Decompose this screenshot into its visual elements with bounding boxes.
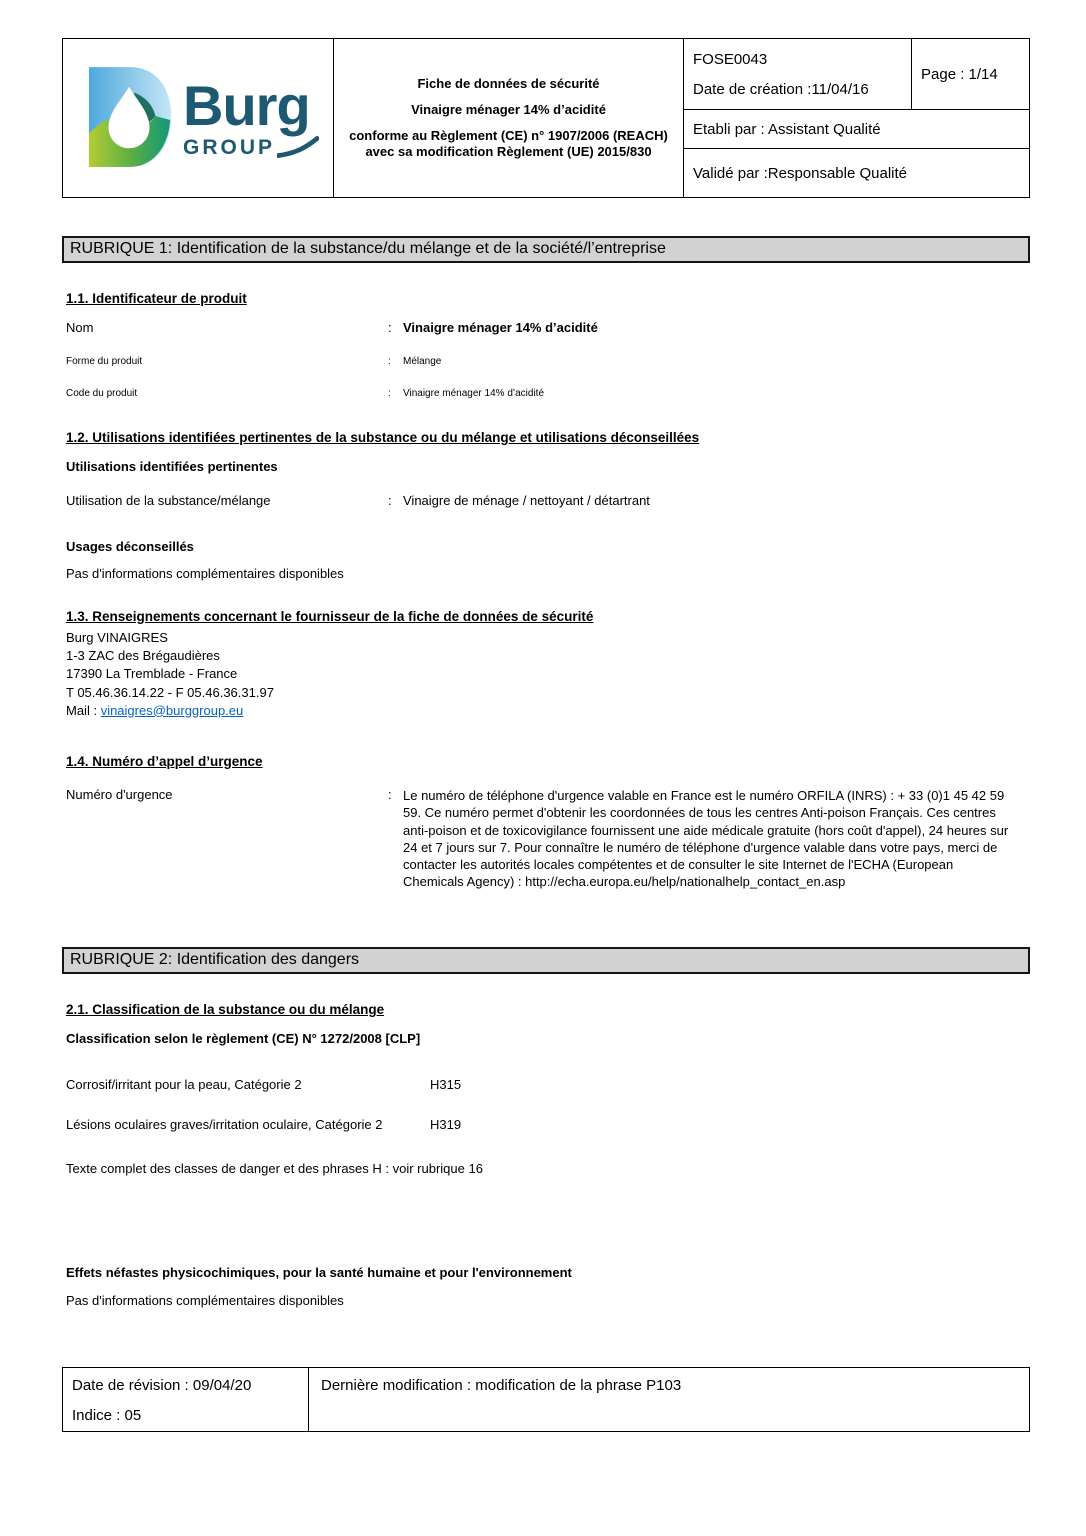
- supplier-address-line1: 1-3 ZAC des Brégaudières: [66, 648, 220, 664]
- heading-1-1: 1.1. Identificateur de produit: [66, 291, 247, 306]
- product-name-row: [66, 320, 598, 335]
- product-form-value: Mélange: [403, 356, 442, 367]
- product-title: Vinaigre ménager 14% d’acidité: [411, 102, 606, 117]
- logo-swoosh-icon: [277, 136, 319, 158]
- product-code-row: [66, 388, 544, 399]
- revision-date: Date de révision : 09/04/20: [72, 1377, 252, 1394]
- regulation-reference: conforme au Règlement (CE) n° 1907/2006 (REACH) avec sa modification Règlement (UE) 2015/830: [349, 128, 668, 159]
- burg-droplet-logo-icon: [87, 65, 173, 171]
- brand-group-name: GROUP: [183, 136, 276, 159]
- document-title-cell: [334, 39, 684, 197]
- footer-revision-cell: [63, 1368, 309, 1431]
- product-name-value: Vinaigre ménager 14% d’acidité: [403, 320, 598, 335]
- product-code-label: Code du produit: [66, 388, 138, 399]
- supplier-mail-row: [66, 702, 274, 720]
- heading-1-2: 1.2. Utilisations identifiées pertinentes de la substance ou du mélange et utilisations déconseillées: [66, 430, 700, 445]
- supplier-address-block: [66, 629, 274, 720]
- header-table: [62, 38, 1030, 198]
- hazard-class-label: Lésions oculaires graves/irritation oculaire, Catégorie 2: [66, 1117, 383, 1132]
- hazard-class-label: Corrosif/irritant pour la peau, Catégorie 2: [66, 1077, 302, 1092]
- colon: :: [388, 787, 392, 802]
- colon: :: [388, 388, 391, 399]
- identified-uses-subheading: Utilisations identifiées pertinentes: [66, 459, 278, 474]
- footer-table: [62, 1367, 1030, 1432]
- clp-classification-subheading: Classification selon le règlement (CE) N° 1272/2008 [CLP]: [66, 1031, 421, 1046]
- no-info-text-1: Pas d'informations complémentaires disponibles: [66, 566, 344, 581]
- product-form-label: Forme du produit: [66, 356, 143, 367]
- colon: :: [388, 356, 391, 367]
- heading-1-4: 1.4. Numéro d’appel d’urgence: [66, 754, 263, 769]
- footer-modification-cell: Dernière modification : modification de la phrase P103: [321, 1377, 682, 1394]
- product-form-row: [66, 356, 441, 367]
- product-code-value: Vinaigre ménager 14% d’acidité: [403, 388, 545, 399]
- document-code: FOSE0043: [693, 50, 768, 68]
- advised-against-subheading: Usages déconseillés: [66, 539, 194, 554]
- supplier-phone-fax: T 05.46.36.14.22 - F 05.46.36.31.97: [66, 684, 274, 700]
- creation-date: Date de création :11/04/16: [693, 80, 869, 98]
- colon: :: [388, 320, 392, 335]
- supplier-company: Burg VINAIGRES: [66, 630, 168, 645]
- document-title: Fiche de données de sécurité: [417, 76, 600, 91]
- adverse-effects-subheading: Effets néfastes physicochimiques, pour la santé humaine et pour l'environnement: [66, 1265, 572, 1280]
- heading-1-3: 1.3. Renseignements concernant le fournisseur de la fiche de données de sécurité: [66, 609, 594, 624]
- header-meta-cell: [684, 39, 1029, 197]
- colon: :: [388, 493, 392, 508]
- emergency-number-label: Numéro d'urgence: [66, 787, 173, 802]
- valide-par: Validé par :Responsable Qualité: [693, 164, 908, 182]
- mail-label: Mail :: [66, 702, 98, 718]
- page-number: Page : 1/14: [921, 65, 998, 83]
- heading-2-1: 2.1. Classification de la substance ou du mélange: [66, 1002, 385, 1017]
- mail-link[interactable]: vinaigres@burggroup.eu: [100, 702, 244, 718]
- supplier-address-line2: 17390 La Tremblade - France: [66, 666, 238, 682]
- hazard-code: H319: [430, 1117, 462, 1132]
- section1-title-bar: RUBRIQUE 1: Identification de la substance/du mélange et de la société/l’entreprise: [62, 236, 1030, 263]
- hazard-code: H315: [430, 1077, 462, 1092]
- substance-use-value: Vinaigre de ménage / nettoyant / détartrant: [403, 493, 650, 508]
- hazard-class-row: [66, 1077, 461, 1092]
- burg-group-logo: [87, 65, 319, 171]
- logo-cell: [63, 39, 334, 197]
- emergency-number-row: [66, 787, 1015, 891]
- etabli-par: Etabli par : Assistant Qualité: [684, 110, 1029, 149]
- logo-text: [183, 74, 319, 159]
- substance-use-row: [66, 493, 650, 508]
- substance-use-label: Utilisation de la substance/mélange: [66, 493, 271, 508]
- section2-title-bar: RUBRIQUE 2: Identification des dangers: [62, 947, 1030, 974]
- revision-index: Indice : 05: [72, 1407, 142, 1424]
- no-info-text-2: Pas d'informations complémentaires disponibles: [66, 1293, 344, 1308]
- emergency-number-text: Le numéro de téléphone d'urgence valable en France est le numéro ORFILA (INRS) : + 33 (0)1 45 42 59 59. Ce numéro permet d'obtenir les coordonnées de tous les centres Anti-poison Français. Ces centres anti-poison et de toxicovigilance fournissent une aide médicale gratuite (hors coût d'appel), 24 heures sur 24 et 7 jours sur 7. Pour connaître le numéro de téléphone d'urgence valable dans votre pays, merci de contacter les autorités locales compétentes et de consulter le site Internet de l'ECHA (European Chemicals Agency) : http://echa.europa.eu/help/nationalhelp_contact_en.asp: [403, 788, 1009, 890]
- brand-name: Burg: [183, 74, 310, 137]
- hazard-class-row: [66, 1117, 461, 1132]
- hazard-full-text-note: Texte complet des classes de danger et des phrases H : voir rubrique 16: [66, 1161, 483, 1176]
- product-name-label: Nom: [66, 320, 94, 335]
